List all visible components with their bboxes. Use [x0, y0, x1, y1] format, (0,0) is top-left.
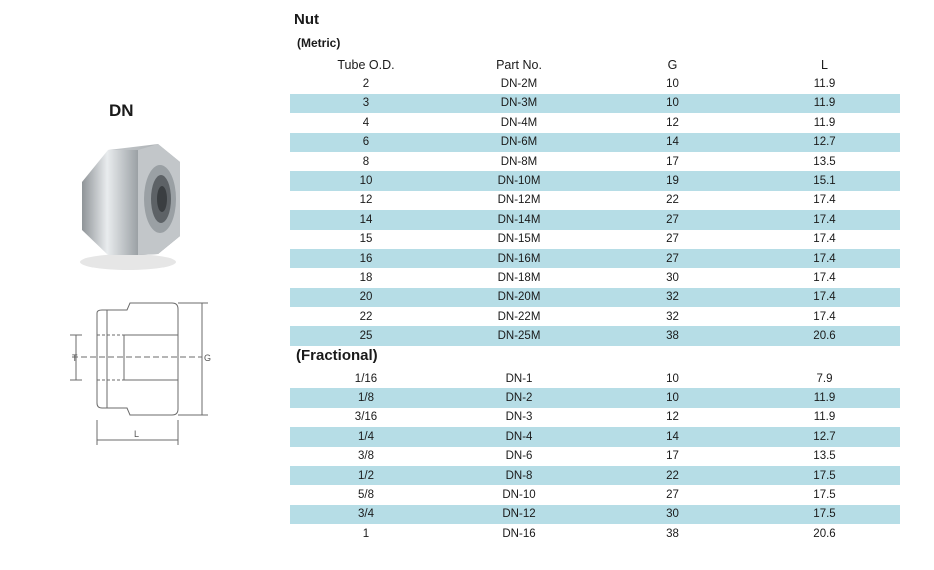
g-cell: 27 [666, 233, 679, 246]
nut-dimension-drawing [52, 295, 222, 450]
table-row [290, 427, 900, 446]
table-header-row [290, 55, 900, 74]
part-no-cell: DN-2M [500, 78, 538, 91]
l-cell: 11.9 [813, 411, 836, 424]
part-no-cell: DN-10M [442, 171, 596, 190]
tube-od-cell: 15 [359, 233, 373, 246]
tube-od-cell: 16 [290, 249, 442, 268]
table-row [290, 152, 900, 171]
table-row [290, 524, 900, 543]
tube-od-cell: 10 [290, 171, 442, 190]
table-row [290, 408, 900, 427]
g-cell: 32 [666, 310, 679, 323]
column-header-l: L [821, 57, 828, 72]
tube-od-cell: 3/16 [354, 411, 378, 424]
tube-od-cell: 18 [359, 271, 373, 284]
part-no-cell: DN-1 [505, 372, 533, 385]
l-cell: 11.9 [749, 94, 900, 113]
g-cell: 30 [666, 271, 679, 284]
l-cell: 17.4 [813, 233, 836, 246]
g-cell: 27 [666, 489, 679, 502]
part-no-cell: DN-12M [497, 194, 541, 207]
part-no-cell: DN-6 [505, 450, 533, 463]
part-no-cell: DN-6M [442, 133, 596, 152]
table-row [290, 466, 900, 485]
part-no-cell: DN-8 [442, 466, 596, 485]
fractional-heading: (Fractional) [296, 347, 378, 364]
part-no-cell: DN-16 [502, 527, 536, 540]
part-no-cell: DN-4M [500, 116, 538, 129]
table-row [290, 505, 900, 524]
g-cell: 10 [666, 78, 679, 91]
tube-od-cell: 1/16 [354, 372, 378, 385]
l-cell: 17.4 [813, 310, 836, 323]
l-cell: 17.5 [813, 489, 836, 502]
g-cell: 17 [666, 450, 679, 463]
part-no-cell: DN-3M [442, 94, 596, 113]
g-cell: 19 [596, 171, 749, 190]
l-cell: 17.4 [749, 288, 900, 307]
part-no-cell: DN-18M [497, 271, 541, 284]
tube-od-cell: 1/2 [290, 466, 442, 485]
metric-table [290, 55, 900, 346]
tube-od-cell: 25 [290, 326, 442, 345]
g-cell: 22 [596, 466, 749, 485]
t-dimension-label: T [72, 353, 78, 363]
tube-od-cell: 1/8 [290, 388, 442, 407]
part-no-cell: DN-22M [497, 310, 541, 323]
tube-od-cell: 20 [290, 288, 442, 307]
g-cell: 32 [596, 288, 749, 307]
column-header-g: G [667, 57, 678, 72]
table-row [290, 171, 900, 190]
g-cell: 14 [596, 133, 749, 152]
tube-od-cell: 12 [359, 194, 373, 207]
tube-od-cell: 14 [290, 210, 442, 229]
table-row [290, 388, 900, 407]
l-cell: 17.4 [813, 271, 836, 284]
l-cell: 11.9 [749, 388, 900, 407]
part-no-cell: DN-3 [505, 411, 533, 424]
table-row [290, 326, 900, 345]
part-no-cell: DN-10 [502, 489, 536, 502]
g-cell: 12 [666, 116, 679, 129]
tube-od-cell: 8 [362, 155, 370, 168]
g-cell: 27 [596, 210, 749, 229]
l-cell: 17.4 [813, 194, 836, 207]
column-header-part-no: Part No. [496, 57, 542, 72]
g-cell: 38 [666, 527, 679, 540]
l-cell: 13.5 [813, 450, 836, 463]
tube-od-cell: 1 [362, 527, 370, 540]
tube-od-cell: 3 [290, 94, 442, 113]
table-row [290, 249, 900, 268]
metric-heading: (Metric) [297, 36, 341, 50]
table-row [290, 210, 900, 229]
part-no-cell: DN-20M [442, 288, 596, 307]
l-cell: 11.9 [813, 116, 836, 129]
tube-od-cell: 6 [290, 133, 442, 152]
table-row [290, 113, 900, 132]
g-cell: 17 [666, 155, 679, 168]
tube-od-cell: 5/8 [358, 489, 374, 502]
table-row [290, 74, 900, 93]
l-cell: 17.5 [749, 505, 900, 524]
table-row [290, 268, 900, 287]
g-cell: 14 [596, 427, 749, 446]
part-no-cell: DN-25M [442, 326, 596, 345]
l-cell: 15.1 [749, 171, 900, 190]
l-cell: 11.9 [813, 78, 836, 91]
part-no-cell: DN-8M [500, 155, 538, 168]
table-row [290, 307, 900, 326]
table-row [290, 485, 900, 504]
l-cell: 20.6 [749, 326, 900, 345]
g-cell: 12 [666, 411, 679, 424]
table-row [290, 133, 900, 152]
l-cell: 17.5 [749, 466, 900, 485]
part-no-cell: DN-14M [442, 210, 596, 229]
g-cell: 27 [596, 249, 749, 268]
table-row [290, 369, 900, 388]
tube-od-cell: 3/8 [358, 450, 374, 463]
g-cell: 10 [596, 388, 749, 407]
l-cell: 17.4 [749, 249, 900, 268]
g-cell: 38 [596, 326, 749, 345]
table-row [290, 191, 900, 210]
nut-photo [68, 140, 188, 275]
part-no-cell: DN-2 [442, 388, 596, 407]
l-cell: 12.7 [749, 133, 900, 152]
tube-od-cell: 4 [362, 116, 370, 129]
g-cell: 30 [596, 505, 749, 524]
part-no-cell: DN-15M [497, 233, 541, 246]
l-cell: 17.4 [749, 210, 900, 229]
part-no-cell: DN-16M [442, 249, 596, 268]
tube-od-cell: 22 [359, 310, 373, 323]
fractional-table [290, 369, 900, 544]
g-dimension-label: G [204, 353, 212, 363]
l-cell: 20.6 [813, 527, 836, 540]
column-header-tube-od: Tube O.D. [337, 57, 395, 72]
l-dimension-label: L [134, 429, 140, 439]
g-cell: 10 [666, 372, 679, 385]
part-no-cell: DN-12 [442, 505, 596, 524]
part-no-cell: DN-4 [442, 427, 596, 446]
section-title: Nut [294, 11, 319, 28]
g-cell: 22 [666, 194, 679, 207]
l-cell: 13.5 [813, 155, 836, 168]
tube-od-cell: 3/4 [290, 505, 442, 524]
table-row [290, 94, 900, 113]
tube-od-cell: 1/4 [290, 427, 442, 446]
table-row [290, 447, 900, 466]
l-cell: 12.7 [749, 427, 900, 446]
l-cell: 7.9 [816, 372, 833, 385]
table-row [290, 230, 900, 249]
g-cell: 10 [596, 94, 749, 113]
table-row [290, 288, 900, 307]
product-code: DN [109, 101, 134, 120]
tube-od-cell: 2 [362, 78, 370, 91]
